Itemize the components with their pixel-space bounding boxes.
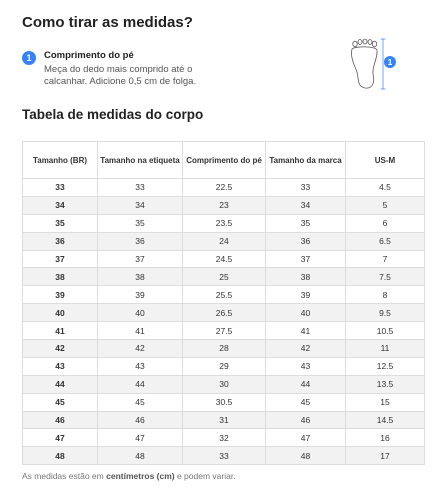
table-cell: 39 (23, 286, 98, 304)
table-cell: 29 (183, 357, 266, 375)
table-cell: 46 (98, 411, 183, 429)
table-cell: 34 (98, 196, 183, 214)
table-cell: 31 (183, 411, 266, 429)
table-cell: 41 (98, 322, 183, 340)
table-cell: 46 (266, 411, 346, 429)
table-cell: 39 (266, 286, 346, 304)
footnote-unit: centímetros (cm) (106, 471, 175, 481)
table-row (23, 375, 425, 393)
table-cell: 48 (23, 447, 98, 465)
table-cell: 7.5 (346, 268, 425, 286)
table-header-row (23, 142, 425, 179)
page-title: Como tirar as medidas? (22, 14, 193, 31)
table-row (23, 196, 425, 214)
table-cell: 48 (266, 447, 346, 465)
table-cell: 6.5 (346, 232, 425, 250)
table-cell: 41 (23, 322, 98, 340)
table-cell: 30 (183, 375, 266, 393)
table-cell: 17 (346, 447, 425, 465)
table-cell: 44 (23, 375, 98, 393)
table-cell: 40 (23, 304, 98, 322)
table-row (23, 286, 425, 304)
table-cell: 39 (98, 286, 183, 304)
table-cell: 41 (266, 322, 346, 340)
table-row (23, 250, 425, 268)
table-row (23, 429, 425, 447)
table-cell: 42 (266, 340, 346, 358)
table-cell: 42 (23, 340, 98, 358)
table-cell: 43 (23, 357, 98, 375)
table-cell: 13.5 (346, 375, 425, 393)
table-cell: 33 (183, 447, 266, 465)
step-description: Meça do dedo mais comprido até o calcanhar. Adicione 0,5 cm de folga. (44, 64, 197, 87)
table-cell: 45 (98, 393, 183, 411)
table-cell: 25.5 (183, 286, 266, 304)
step-number-badge: 1 (22, 51, 36, 65)
table-cell: 47 (23, 429, 98, 447)
table-cell: 45 (23, 393, 98, 411)
table-cell: 14.5 (346, 411, 425, 429)
table-row (23, 268, 425, 286)
table-cell: 35 (98, 214, 183, 232)
table-cell: 48 (98, 447, 183, 465)
table-cell: 23 (183, 196, 266, 214)
table-cell: 47 (98, 429, 183, 447)
table-cell: 16 (346, 429, 425, 447)
measurement-step (22, 50, 209, 87)
footnote-suffix: e podem variar. (174, 471, 236, 481)
table-cell: 47 (266, 429, 346, 447)
table-cell: 44 (98, 375, 183, 393)
table-cell: 33 (266, 179, 346, 197)
table-cell: 24.5 (183, 250, 266, 268)
table-cell: 45 (266, 393, 346, 411)
table-cell: 6 (346, 214, 425, 232)
table-body (23, 179, 425, 465)
illustration-marker-label: 1 (387, 58, 393, 67)
table-row (23, 393, 425, 411)
table-cell: 38 (23, 268, 98, 286)
table-row (23, 340, 425, 358)
column-header-label-size: Tamanho na etiqueta (98, 142, 183, 179)
column-header-foot-length: Comprimento do pé (183, 142, 266, 179)
table-cell: 23.5 (183, 214, 266, 232)
table-cell: 42 (98, 340, 183, 358)
table-cell: 27.5 (183, 322, 266, 340)
column-header-brand-size: Tamanho da marca (266, 142, 346, 179)
column-header-br-size: Tamanho (BR) (23, 142, 98, 179)
table-cell: 4.5 (346, 179, 425, 197)
size-table (22, 141, 425, 465)
table-row (23, 411, 425, 429)
table-cell: 37 (23, 250, 98, 268)
table-cell: 36 (98, 232, 183, 250)
table-cell: 36 (23, 232, 98, 250)
table-row (23, 357, 425, 375)
footnote-prefix: As medidas estão em (22, 471, 107, 481)
table-cell: 38 (98, 268, 183, 286)
table-cell: 26.5 (183, 304, 266, 322)
column-header-us-m: US-M (346, 142, 425, 179)
foot-outline-icon (346, 36, 406, 92)
table-cell: 35 (266, 214, 346, 232)
table-cell: 15 (346, 393, 425, 411)
table-cell: 40 (266, 304, 346, 322)
table-cell: 43 (266, 357, 346, 375)
table-cell: 11 (346, 340, 425, 358)
table-cell: 35 (23, 214, 98, 232)
footnote (22, 471, 236, 481)
table-cell: 24 (183, 232, 266, 250)
table-title: Tabela de medidas do corpo (22, 107, 204, 122)
table-row (23, 304, 425, 322)
table-cell: 46 (23, 411, 98, 429)
table-cell: 10.5 (346, 322, 425, 340)
table-cell: 33 (23, 179, 98, 197)
table-cell: 12.5 (346, 357, 425, 375)
table-cell: 22.5 (183, 179, 266, 197)
table-cell: 28 (183, 340, 266, 358)
table-cell: 37 (98, 250, 183, 268)
table-row (23, 447, 425, 465)
table-cell: 33 (98, 179, 183, 197)
table-cell: 30.5 (183, 393, 266, 411)
table-row (23, 232, 425, 250)
table-cell: 7 (346, 250, 425, 268)
step-text (44, 50, 209, 87)
table-cell: 34 (23, 196, 98, 214)
table-cell: 25 (183, 268, 266, 286)
table-cell: 43 (98, 357, 183, 375)
table-cell: 9.5 (346, 304, 425, 322)
table-cell: 37 (266, 250, 346, 268)
table-cell: 44 (266, 375, 346, 393)
table-cell: 36 (266, 232, 346, 250)
table-row (23, 179, 425, 197)
table-cell: 38 (266, 268, 346, 286)
table-cell: 34 (266, 196, 346, 214)
table-cell: 40 (98, 304, 183, 322)
table-cell: 5 (346, 196, 425, 214)
step-title: Comprimento do pé (44, 50, 134, 61)
table-row (23, 214, 425, 232)
table-cell: 8 (346, 286, 425, 304)
table-cell: 32 (183, 429, 266, 447)
table-row (23, 322, 425, 340)
